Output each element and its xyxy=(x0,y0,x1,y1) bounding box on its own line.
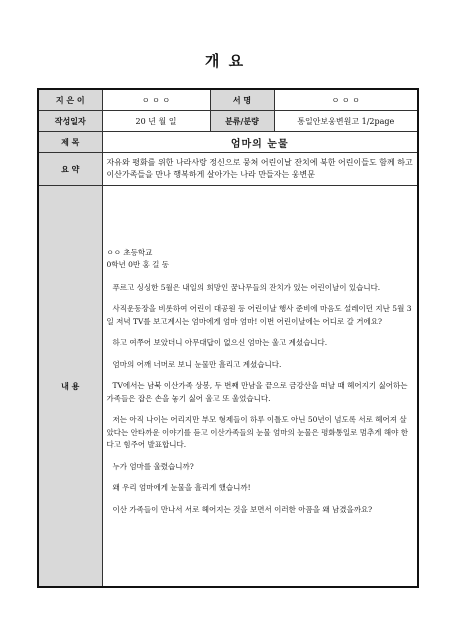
author-value: ㅇ ㅇ ㅇ xyxy=(102,89,210,111)
content-paragraph: 누가 엄마를 울렸습니까? xyxy=(112,461,194,471)
student-name: 0학년 0반 홍 길 동 xyxy=(106,260,170,270)
title-value: 엄마의 눈물 xyxy=(102,132,418,153)
summary-value: 자유와 평화를 위한 나라사랑 정신으로 뭉쳐 어린이날 잔치에 북한 어린이들도 함께 하고 이산가족들을 만나 행복하게 살아가는 나라 만들자는 웅변문 xyxy=(102,153,418,186)
content-paragraph: 왜 우리 엄마에게 눈물을 흘리게 했습니까! xyxy=(112,483,251,493)
content-paragraph: 사직운동장을 비롯하여 어린이 대공원 등 어린이날 행사 준비에 마음도 설레이던 지난 5월 3일 저녁 TV를 보고계시는 엄마에게 엄마 엄마! 이번 어린이날에는 어디로 갈 거에요? xyxy=(106,304,412,326)
page-title: 개 요 xyxy=(204,52,246,70)
content-body xyxy=(102,186,418,588)
content-paragraph: 하고 여쭈어 보았더니 아무대답이 없으신 엄마는 울고 계셨습니다. xyxy=(112,338,328,348)
school-name: ㅇㅇ 초등학교 xyxy=(106,247,153,257)
content-paragraph: 저는 아직 나이는 어리지만 부모 형제들이 하루 이틀도 아닌 50년이 넘도록 서로 헤어져 살았다는 안타까운 이야기를 듣고 이산가족들의 눈물 엄마의 눈물은 평화통일로 멈추게 해야 한다고 힘주어 발표합니다. xyxy=(106,415,409,450)
category-label: 분류/분량 xyxy=(210,111,274,132)
signature-label: 서 명 xyxy=(210,89,274,111)
date-label: 작성일자 xyxy=(38,111,102,132)
content-paragraph: 엄마의 어깨 너머로 보니 눈물만 흘리고 계셨습니다. xyxy=(112,359,282,369)
content-paragraph: 푸르고 싱싱한 5월은 내일의 희망인 꿈나무들의 잔치가 있는 어린이날이 있습니다. xyxy=(112,282,381,292)
date-row xyxy=(38,111,418,132)
author-row xyxy=(38,89,418,111)
summary-row xyxy=(38,153,418,186)
content-row xyxy=(38,186,418,588)
title-row xyxy=(38,132,418,153)
category-value: 통일안보웅변원고 1/2page xyxy=(274,111,418,132)
content-paragraph: TV에서는 남북 이산가족 상봉, 두 번째 만남을 끝으로 금강산을 떠날 때 헤어지기 싫어하는 가족들은 잡은 손을 놓기 싫어 울고 또 울었습니다. xyxy=(106,381,408,403)
content-label: 내 용 xyxy=(38,186,102,588)
title-label: 제 목 xyxy=(38,132,102,153)
summary-form-table xyxy=(37,88,419,588)
summary-label: 요 약 xyxy=(38,153,102,186)
signature-value: ㅇ ㅇ ㅇ xyxy=(274,89,418,111)
author-label: 지 은 이 xyxy=(38,89,102,111)
date-value: 20 년 월 일 xyxy=(102,111,210,132)
content-paragraph: 이산 가족들이 만나서 서로 헤어지는 것을 보면서 이러한 아픔을 왜 남겼을까요? xyxy=(112,504,373,514)
